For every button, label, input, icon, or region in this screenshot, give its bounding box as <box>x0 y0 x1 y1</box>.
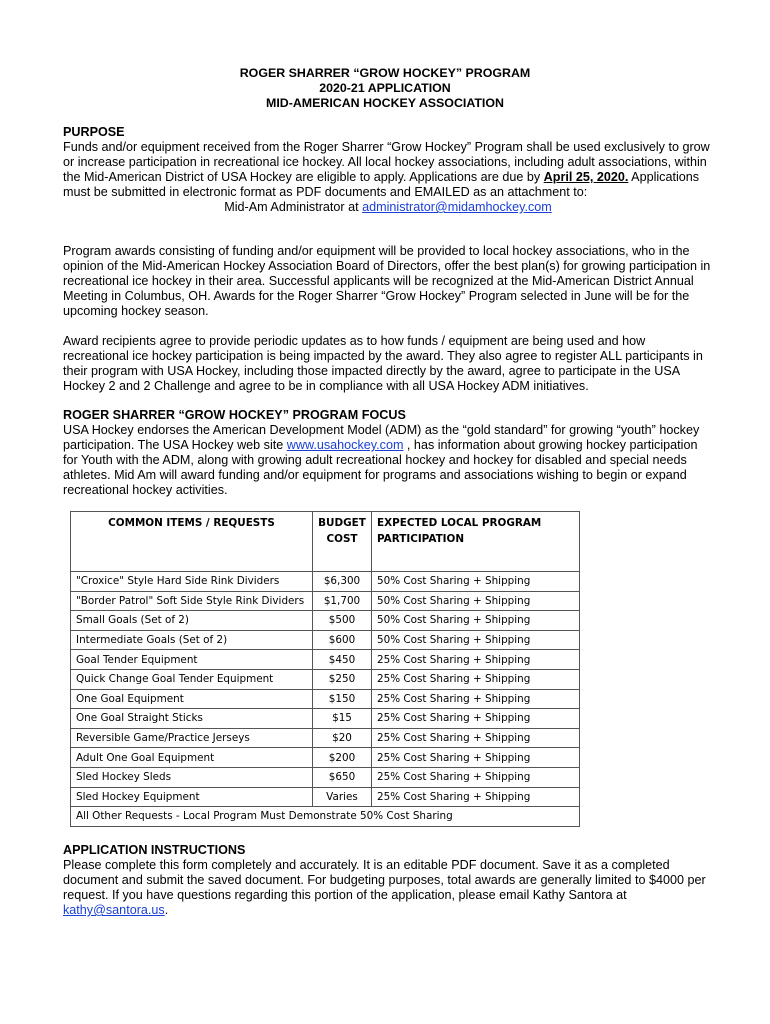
table-row <box>71 767 580 787</box>
participation-cell: 50% Cost Sharing + Shipping <box>372 611 580 631</box>
participation-cell: 50% Cost Sharing + Shipping <box>372 630 580 650</box>
cost-cell: $200 <box>313 748 372 768</box>
purpose-heading: PURPOSE <box>63 125 125 139</box>
table-row <box>71 630 580 650</box>
item-cell: Adult One Goal Equipment <box>71 748 313 768</box>
kathy-email-link[interactable]: kathy@santora.us <box>63 903 165 917</box>
focus-text-b: , has information about growing hockey participation for Youth with the ADM, along with growing adult recreational hockey and hockey for disabled and special needs athletes. Mid Am will award funding and/or equipment for programs and associations wishing to begin or expand recreational hockey activities. <box>63 438 698 497</box>
cost-cell: $500 <box>313 611 372 631</box>
admin-prefix: Mid-Am Administrator at <box>224 200 363 214</box>
item-cell: Quick Change Goal Tender Equipment <box>71 669 313 689</box>
cost-cell: $150 <box>313 689 372 709</box>
cost-cell: $650 <box>313 767 372 787</box>
due-date: April 25, 2020. <box>543 170 629 184</box>
table-row <box>71 787 580 807</box>
cost-cell: $1,700 <box>313 591 372 611</box>
title-line-2: 2020-21 APPLICATION <box>319 81 451 95</box>
col-participation-header: EXPECTED LOCAL PROGRAM PARTICIPATION <box>372 512 580 572</box>
table-header-row <box>71 512 580 572</box>
participation-cell: 25% Cost Sharing + Shipping <box>372 669 580 689</box>
participation-cell: 25% Cost Sharing + Shipping <box>372 728 580 748</box>
table-row <box>71 572 580 592</box>
participation-cell: 50% Cost Sharing + Shipping <box>372 572 580 592</box>
cost-cell: $600 <box>313 630 372 650</box>
item-cell: Small Goals (Set of 2) <box>71 611 313 631</box>
purpose-text-b: Applications must be submitted in electronic format as PDF documents and EMAILED as an attachment to: <box>63 170 700 199</box>
purpose-paragraph-3: Award recipients agree to provide periodic updates as to how funds / equipment are being used and how recreational ice hockey participation is being impacted by the award. They also agree to register ALL participants in their program with USA Hockey, including those impacted directly by the award, agree to participate in the USA Hockey 2 and 2 Challenge and agree to be in compliance with all USA Hockey ADM initiatives. <box>63 334 703 393</box>
focus-paragraph <box>63 423 713 498</box>
participation-cell: 25% Cost Sharing + Shipping <box>372 787 580 807</box>
table-row <box>71 728 580 748</box>
instructions-text-b: . <box>164 903 169 917</box>
cost-cell: $15 <box>313 709 372 729</box>
purpose-paragraph-2: Program awards consisting of funding and/or equipment will be provided to local hockey associations, who in the opinion of the Mid-American Hockey Association Board of Directors, offer the best plan(s) for growing participation in recreational ice hockey in their area. Successful applicants will be recognized at the Mid-American District Annual Meeting in Columbus, OH. Awards for the Roger Sharrer “Grow Hockey” Program selected in June will be for the upcoming hockey season. <box>63 244 711 318</box>
participation-cell: 50% Cost Sharing + Shipping <box>372 591 580 611</box>
purpose-text-a: Funds and/or equipment received from the Roger Sharrer “Grow Hockey” Program shall be used exclusively to grow or increase participation in recreational ice hockey. All local hockey associations, including adult associations, within the Mid-American District of USA Hockey are eligible to apply. Applications are due by <box>63 140 710 184</box>
purpose-paragraph-1 <box>63 140 713 215</box>
cost-cell: Varies <box>313 787 372 807</box>
table-row <box>71 689 580 709</box>
table-row <box>71 591 580 611</box>
admin-line <box>63 200 713 215</box>
instructions-heading: APPLICATION INSTRUCTIONS <box>63 843 246 857</box>
participation-cell: 25% Cost Sharing + Shipping <box>372 689 580 709</box>
participation-cell: 25% Cost Sharing + Shipping <box>372 748 580 768</box>
item-cell: One Goal Equipment <box>71 689 313 709</box>
col-items-header: COMMON ITEMS / REQUESTS <box>71 512 313 572</box>
requests-table <box>70 511 580 827</box>
table-row <box>71 709 580 729</box>
participation-cell: 25% Cost Sharing + Shipping <box>372 650 580 670</box>
cost-cell: $20 <box>313 728 372 748</box>
table-row <box>71 669 580 689</box>
title-line-1: ROGER SHARRER “GROW HOCKEY” PROGRAM <box>239 66 531 80</box>
item-cell: Sled Hockey Equipment <box>71 787 313 807</box>
item-cell: Reversible Game/Practice Jerseys <box>71 728 313 748</box>
cost-cell: $450 <box>313 650 372 670</box>
item-cell: One Goal Straight Sticks <box>71 709 313 729</box>
item-cell: Intermediate Goals (Set of 2) <box>71 630 313 650</box>
col-cost-header: BUDGET COST <box>313 512 372 572</box>
item-cell: "Croxice" Style Hard Side Rink Dividers <box>71 572 313 592</box>
participation-cell: 25% Cost Sharing + Shipping <box>372 709 580 729</box>
participation-cell: 25% Cost Sharing + Shipping <box>372 767 580 787</box>
focus-heading: ROGER SHARRER “GROW HOCKEY” PROGRAM FOCUS <box>63 408 406 422</box>
table-footer-note: All Other Requests - Local Program Must Demonstrate 50% Cost Sharing <box>71 807 580 827</box>
cost-cell: $6,300 <box>313 572 372 592</box>
instructions-paragraph <box>63 858 713 918</box>
item-cell: Goal Tender Equipment <box>71 650 313 670</box>
admin-email-link[interactable]: administrator@midamhockey.com <box>362 200 552 214</box>
cost-cell: $250 <box>313 669 372 689</box>
focus-text-a: USA Hockey endorses the American Development Model (ADM) as the “gold standard” for growing “youth” hockey participation. The USA Hockey web site <box>63 423 700 452</box>
title-line-3: MID-AMERICAN HOCKEY ASSOCIATION <box>266 96 504 110</box>
item-cell: Sled Hockey Sleds <box>71 767 313 787</box>
table-footer-row <box>71 807 580 827</box>
instructions-text-a: Please complete this form completely and accurately. It is an editable PDF document. Save it as a completed document and submit the saved document. For budgeting purposes, total awards are generally limited to $4000 per request. If you have questions regarding this portion of the application, please email Kathy Santora at <box>63 858 706 902</box>
usahockey-link[interactable]: www.usahockey.com <box>286 438 404 452</box>
table-row <box>71 748 580 768</box>
item-cell: "Border Patrol" Soft Side Style Rink Dividers <box>71 591 313 611</box>
table-row <box>71 650 580 670</box>
table-row <box>71 611 580 631</box>
